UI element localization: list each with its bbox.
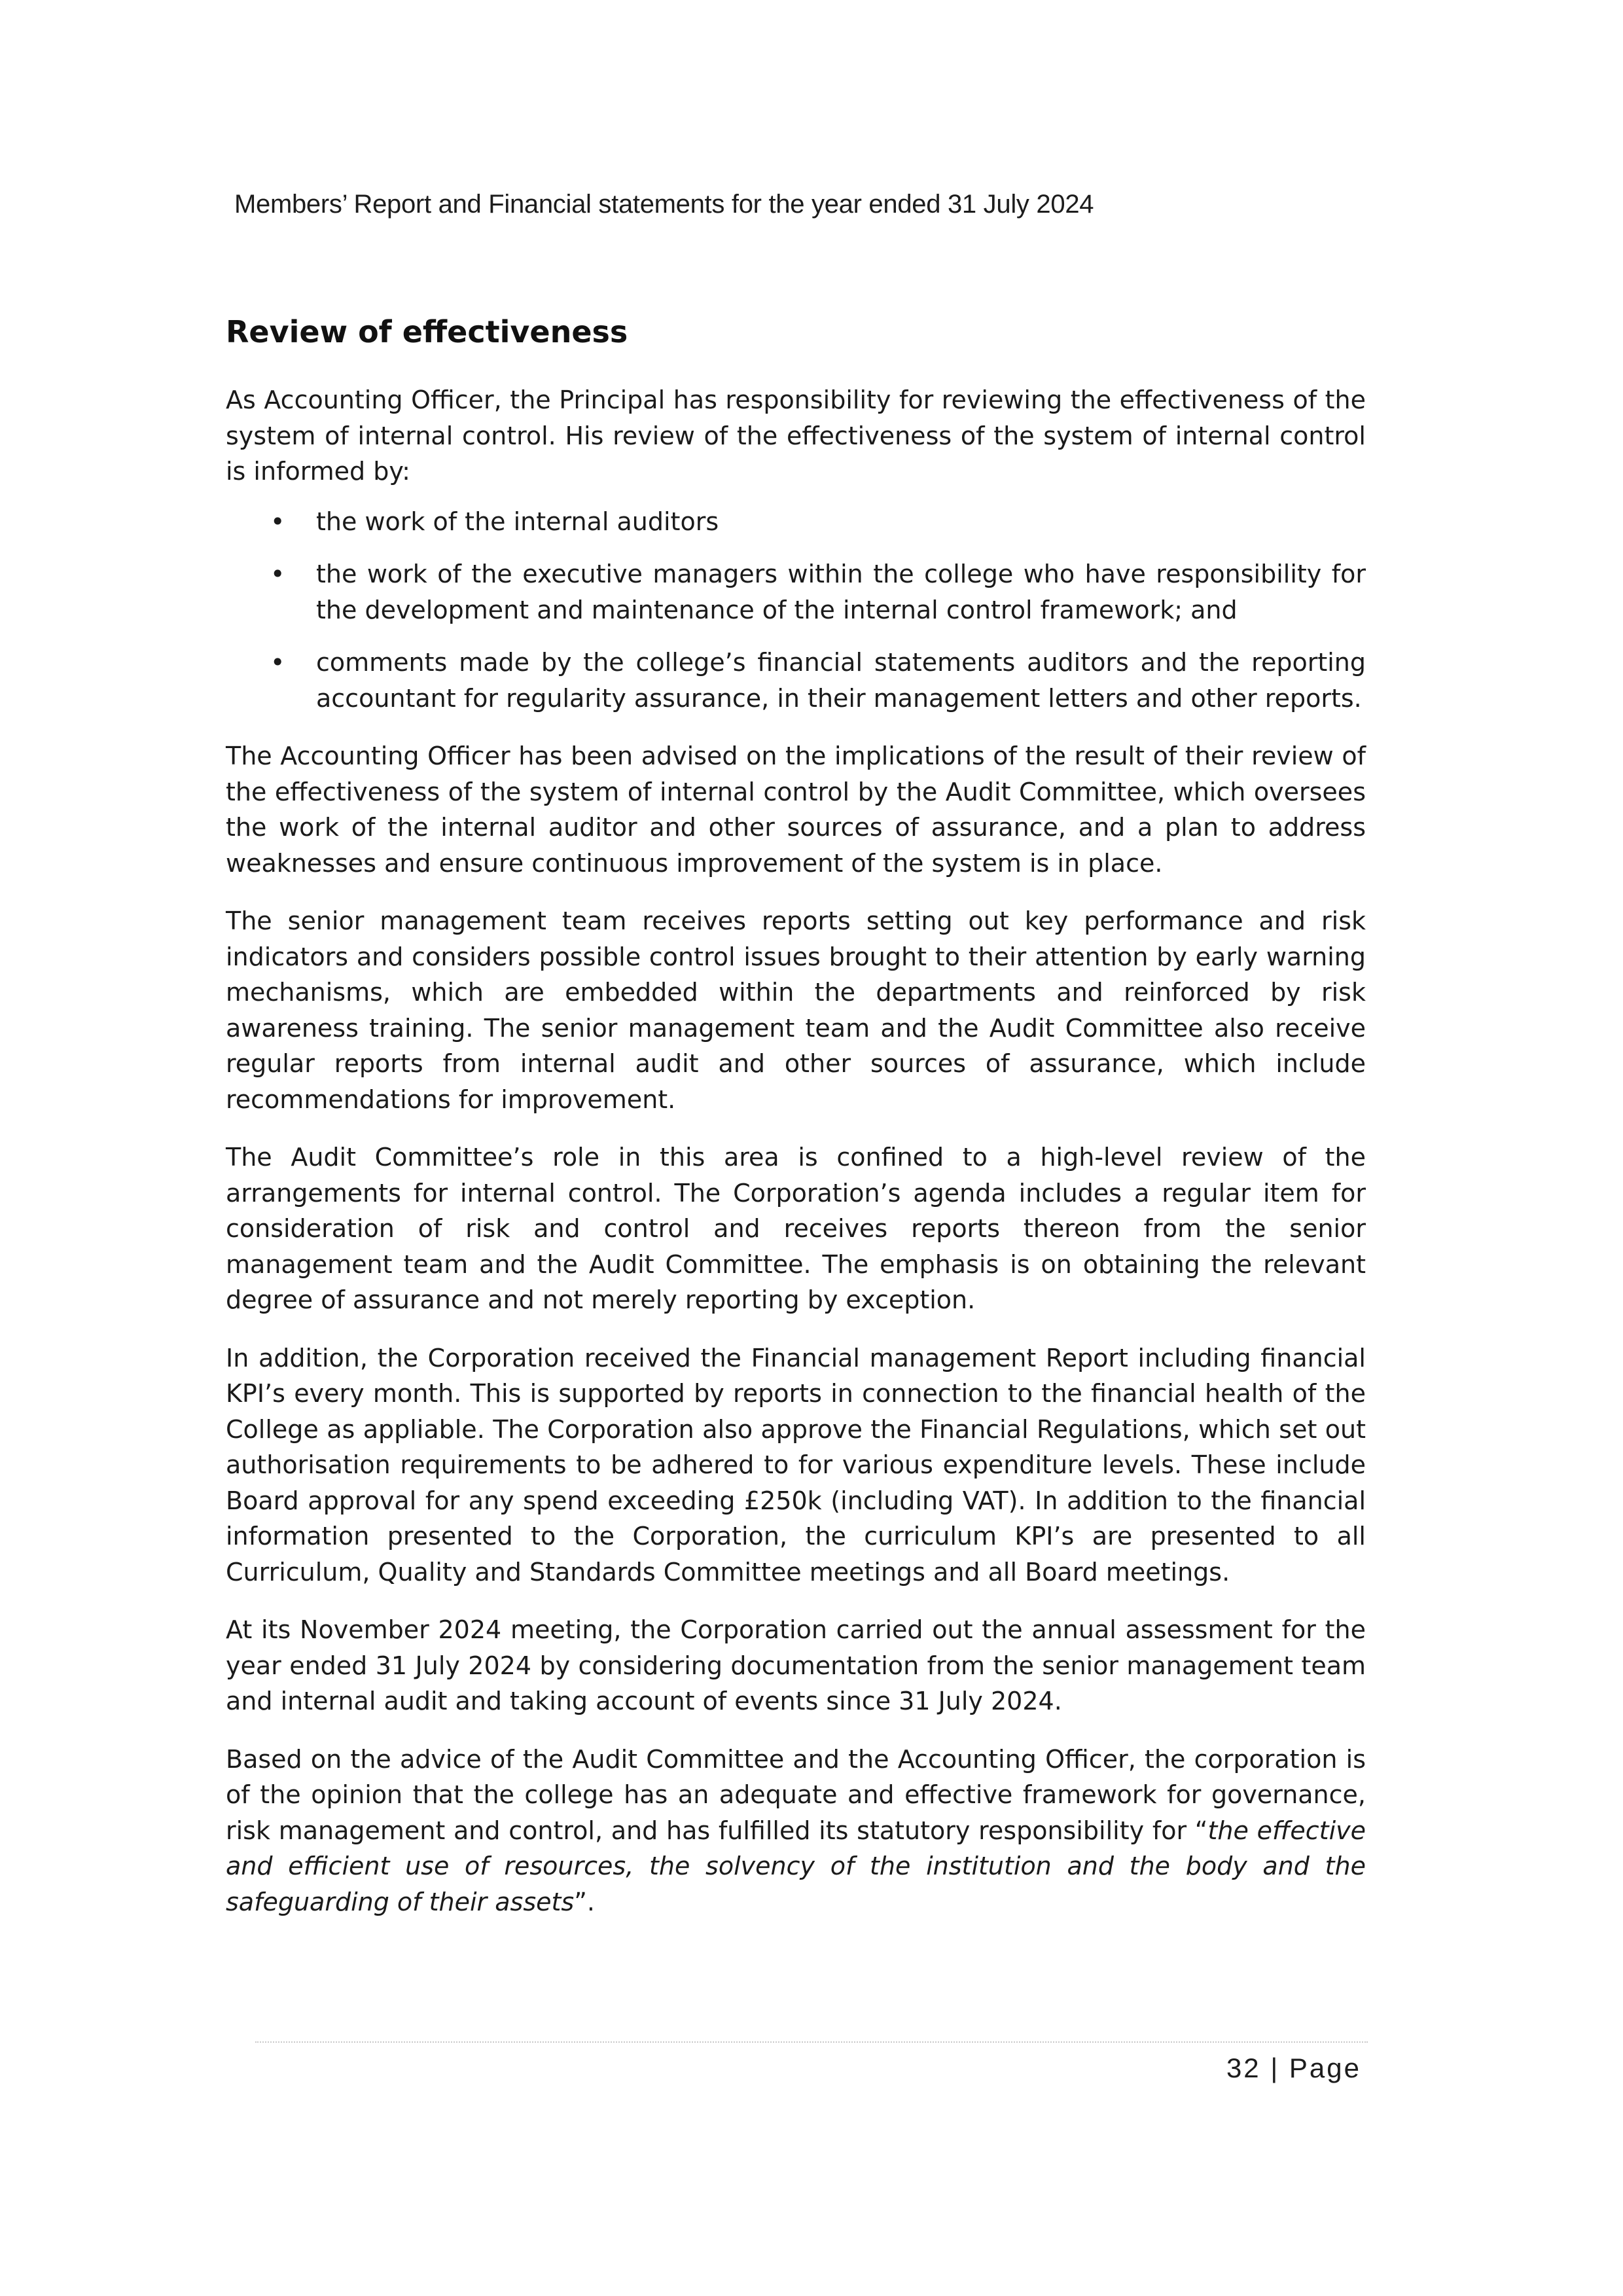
page-number: 32 | Page <box>1226 2053 1361 2083</box>
paragraph-conclusion <box>226 1742 1366 1920</box>
bullet-list <box>226 504 1366 717</box>
intro-paragraph: As Accounting Officer, the Principal has responsibility for reviewing the effectiveness of the system of internal control. His review of the effectiveness of the system of internal control is informed by: <box>226 386 1366 486</box>
footer-divider <box>255 2041 1368 2043</box>
list-item-text: the work of the executive managers within the college who have responsibility for the development and maintenance of the internal control framework; and <box>316 560 1366 624</box>
list-item <box>226 556 1366 628</box>
paragraph-audit-committee-advice: The Accounting Officer has been advised on the implications of the result of their review of the effectiveness of the system of internal control by the Audit Committee, which oversees the work of the internal auditor and other sources of assurance, and a plan to address weaknesses and ensure continuous improvement of the system is in place. <box>226 742 1366 878</box>
conclusion-quote: the effective and efficient use of resources, the solvency of the institution and the body and the safeguarding of their assets <box>226 1816 1366 1916</box>
running-header: Members’ Report and Financial statements for the year ended 31 July 2024 <box>234 190 1094 219</box>
paragraph-financial-reporting: In addition, the Corporation received the Financial management Report including financial KPI’s every month. This is supported by reports in connection to the financial health of the College as appliable. The Corporation also approve the Financial Regulations, which set out authorisation requirements to be adhered to for various expenditure levels. These include Board approval for any spend exceeding £250k (including VAT). In addition to the financial information presented to the Corporation, the curriculum KPI’s are presented to all Curriculum, Quality and Standards Committee meetings and all Board meetings. <box>226 1343 1366 1587</box>
list-item <box>226 645 1366 716</box>
list-item-text: comments made by the college’s financial statements auditors and the reporting accountant for regularity assurance, in their management letters and other reports. <box>316 648 1366 713</box>
paragraph-annual-assessment: At its November 2024 meeting, the Corporation carried out the annual assessment for the year ended 31 July 2024 by considering documentation from the senior management team and internal audit and taking account of events since 31 July 2024. <box>226 1615 1366 1715</box>
list-item-text: the work of the internal auditors <box>316 507 719 536</box>
bullet-icon: • <box>270 648 285 677</box>
conclusion-lead: Based on the advice of the Audit Committee and the Accounting Officer, the corporation is of the opinion that the college has an adequate and effective framework for governance, risk management and control, and has fulfilled its statutory responsibility for “ <box>226 1744 1366 1845</box>
paragraph-senior-management: The senior management team receives reports setting out key performance and risk indicators and considers possible control issues brought to their attention by early warning mechanisms, which are embedded within the departments and reinforced by risk awareness training. The senior management team and the Audit Committee also receive regular reports from internal audit and other sources of assurance, which include recommendations for improvement. <box>226 906 1366 1114</box>
bullet-icon: • <box>270 507 285 536</box>
bullet-icon: • <box>270 560 285 588</box>
document-body <box>226 314 1366 1942</box>
conclusion-tail: ”. <box>574 1887 595 1916</box>
list-item <box>226 504 1366 540</box>
paragraph-audit-committee-role: The Audit Committee’s role in this area is confined to a high-level review of the arrangements for internal control. The Corporation’s agenda includes a regular item for consideration of risk and control and receives reports thereon from the senior management team and the Audit Committee. The emphasis is on obtaining the relevant degree of assurance and not merely reporting by exception. <box>226 1143 1366 1314</box>
section-heading: Review of effectiveness <box>226 314 628 350</box>
